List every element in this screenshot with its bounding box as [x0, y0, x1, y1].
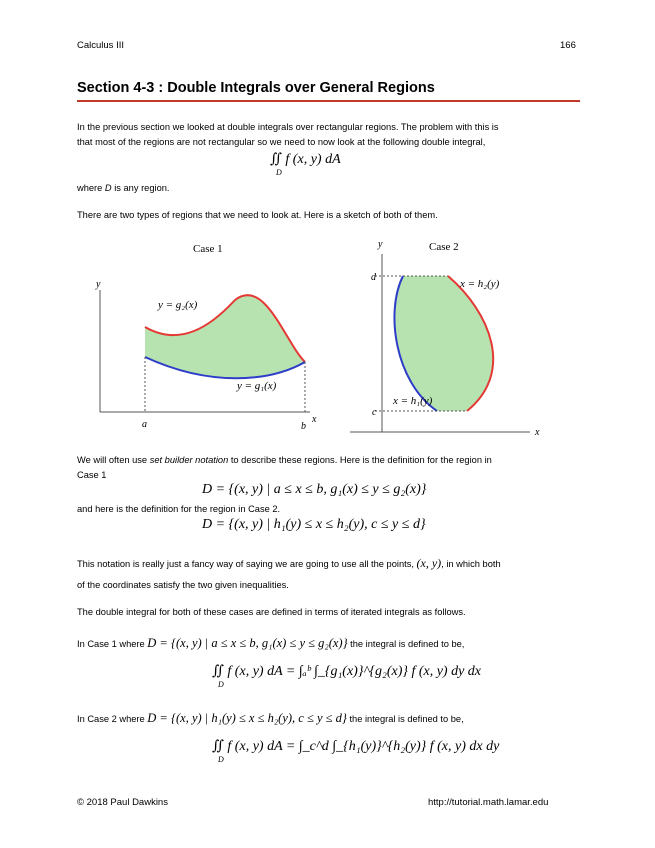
where-line	[77, 181, 580, 196]
case1-b-label: b	[301, 421, 306, 432]
case1-formula-block	[212, 662, 481, 689]
sb-line2: Case 1	[77, 470, 107, 480]
case1-def-post: the integral is defined to be,	[347, 639, 465, 649]
intro-line-2: that most of the regions are not rectangular so we need to now look at the following double integral,	[77, 137, 486, 147]
case1-y-label: y	[96, 279, 101, 290]
page-number: 166	[560, 40, 576, 51]
case1-bottom-label: y = g₁(x)	[237, 380, 277, 392]
set-builder-paragraph	[77, 453, 580, 483]
case2-formula-block	[212, 737, 499, 764]
case1-a-label: a	[142, 419, 147, 430]
sb-pre: We will often use	[77, 455, 150, 465]
notation-post: , in which both	[441, 559, 501, 569]
case2-formula: ∬ f (x, y) dA = ∫_c^d ∫_{h₁(y)}^{h₂(y)} f (x, y) dx dy	[212, 739, 500, 754]
where-post: is any region.	[111, 183, 170, 193]
section-title: Section 4-3 : Double Integrals over General Regions	[77, 80, 435, 96]
case2-def-pre: In Case 2 where	[77, 714, 148, 724]
where-pre: where	[77, 183, 105, 193]
case1-title: Case 1	[193, 243, 223, 255]
case2-d-label: d	[371, 272, 376, 283]
case2-def-line	[77, 711, 464, 726]
notation-point: (x, y)	[416, 556, 442, 570]
case1-def-line	[77, 636, 464, 651]
case1-x-label: x	[312, 414, 317, 425]
intro-paragraph	[77, 120, 580, 150]
case2-formula-sub: D	[218, 755, 224, 764]
sb-post: to describe these regions. Here is the definition for the region in	[228, 455, 492, 465]
where-var: D	[104, 183, 112, 193]
title-underline	[77, 100, 580, 102]
double-integral-display	[270, 150, 341, 177]
types-sentence: There are two types of regions that we need to look at. Here is a sketch of both of them.	[77, 210, 438, 220]
notation-line2: of the coordinates satisfy the two given inequalities.	[77, 580, 289, 590]
case1-formula: ∬ f (x, y) dA = ∫ₐᵇ ∫_{g₁(x)}^{g₂(x)} f (x, y) dy dx	[212, 664, 482, 679]
case2-def-post: the integral is defined to be,	[346, 714, 464, 724]
notation-pre: This notation is really just a fancy way of saying we are going to use all the points,	[77, 559, 417, 569]
case2-figure	[345, 232, 555, 442]
case2-y-label: y	[378, 239, 383, 250]
case2-right-label: x = h₂(y)	[460, 278, 500, 290]
case1-figure	[90, 232, 330, 432]
case1-def-set: D = {(x, y) | a ≤ x ≤ b, g₁(x) ≤ y ≤ g₂(x)}	[147, 636, 348, 650]
sb-emph: set builder notation	[149, 455, 229, 465]
set-eq-case1: D = {(x, y) | a ≤ x ≤ b, g₁(x) ≤ y ≤ g₂(x)}	[202, 482, 427, 497]
intro-line-1: In the previous section we looked at double integrals over rectangular regions. The problem with this is	[77, 122, 499, 132]
case2-left-label: x = h₁(y)	[393, 395, 433, 407]
case1-formula-sub: D	[218, 680, 224, 689]
double-integral: ∬ f (x, y) dA	[270, 152, 341, 167]
case2-title: Case 2	[429, 241, 459, 253]
case2-intro: and here is the definition for the region in Case 2.	[77, 504, 281, 514]
set-eq-case2: D = {(x, y) | h₁(y) ≤ x ≤ h₂(y), c ≤ y ≤ d}	[202, 517, 426, 532]
integral-region-sub: D	[276, 168, 282, 177]
case2-c-label: c	[372, 407, 377, 418]
case1-def-pre: In Case 1 where	[77, 639, 148, 649]
case2-region-fill	[394, 276, 493, 411]
case1-top-label: y = g₂(x)	[158, 299, 198, 311]
course-name: Calculus III	[77, 40, 124, 51]
case2-x-label: x	[535, 427, 540, 438]
footer-url[interactable]: http://tutorial.math.lamar.edu	[428, 797, 549, 808]
footer-copyright: © 2018 Paul Dawkins	[77, 797, 168, 808]
notation-paragraph	[77, 556, 580, 593]
case2-def-set: D = {(x, y) | h₁(y) ≤ x ≤ h₂(y), c ≤ y ≤ d}	[147, 711, 347, 725]
iterated-sentence: The double integral for both of these cases are defined in terms of iterated integrals as follows.	[77, 607, 466, 617]
